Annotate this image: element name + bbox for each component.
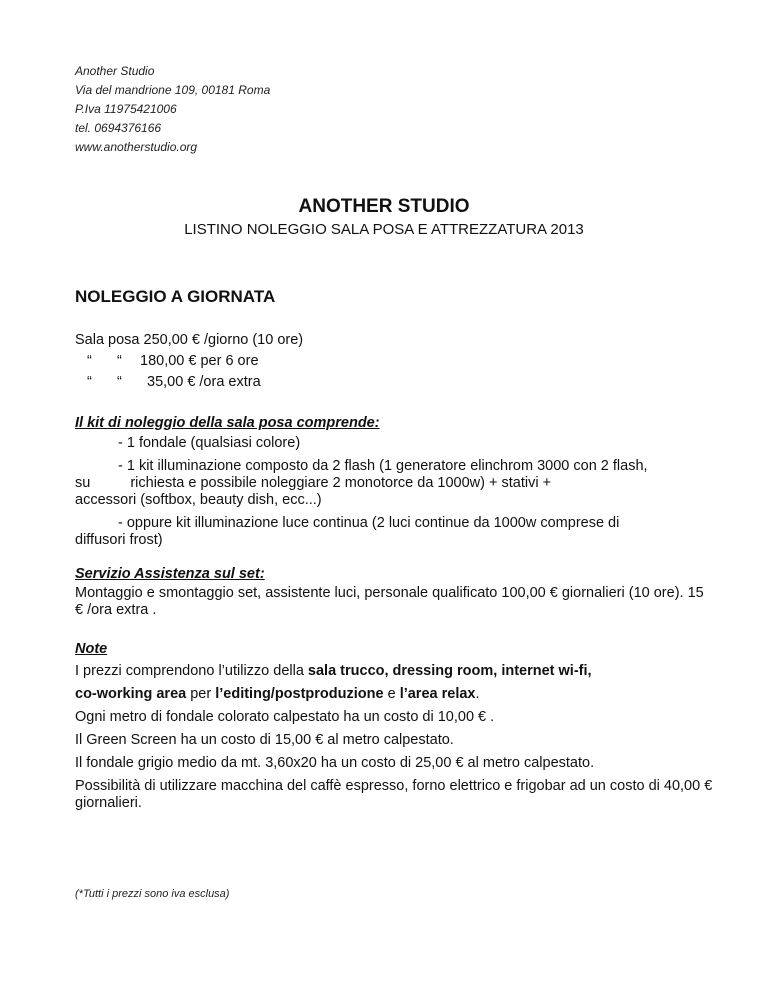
company-header xyxy=(75,62,270,157)
kit-list xyxy=(75,435,715,555)
note-text: I prezzi comprendono l’utilizzo della xyxy=(75,663,308,679)
assistance-text: Montaggio e smontaggio set, assistente luci, personale qualificato 100,00 € giornalieri (10 ore). 15 € /ora extra . xyxy=(75,585,704,618)
note-text: . xyxy=(475,686,480,702)
note-bold-text: co-working area xyxy=(75,686,187,702)
note-line: Il fondale grigio medio da mt. 3,60x20 ha un costo di 25,00 € al metro calpestato. xyxy=(75,755,595,771)
rate-six-hours: 180,00 € per 6 ore xyxy=(140,353,259,369)
kit-item xyxy=(75,515,715,549)
daily-rental-heading: NOLEGGIO A GIORNATA xyxy=(75,287,276,306)
note-bold-text: l’area relax xyxy=(399,686,476,702)
kit-item-text: - 1 kit illuminazione composto da 2 flash (1 generatore elinchrom 3000 con 2 flash, xyxy=(118,458,648,474)
rate-extra-hour: 35,00 € /ora extra xyxy=(147,374,261,390)
company-name: Another Studio xyxy=(75,64,155,78)
note-text: e xyxy=(383,686,400,702)
note-line: Possibilità di utilizzare macchina del caffè espresso, forno elettrico e frigobar ad un costo di 40,00 € giornalieri. xyxy=(75,778,713,811)
note-line: Ogni metro di fondale colorato calpestato ha un costo di 10,00 € . xyxy=(75,709,495,725)
kit-item xyxy=(75,458,715,509)
assistance-heading: Servizio Assistenza sul set: xyxy=(75,566,265,582)
kit-item-continuation: richiesta e possibile noleggiare 2 monotorce da 1000w) + stativi + xyxy=(130,475,552,491)
kit-heading: Il kit di noleggio della sala posa comprende: xyxy=(75,415,380,431)
company-phone: tel. 0694376166 xyxy=(75,121,162,135)
kit-item-text: accessori (softbox, beauty dish, ecc...) xyxy=(75,492,322,508)
kit-item-text xyxy=(75,475,715,492)
daily-rental-rates xyxy=(75,330,303,393)
note-line: Il Green Screen ha un costo di 15,00 € al metro calpestato. xyxy=(75,732,454,748)
kit-item-text: - 1 fondale (qualsiasi colore) xyxy=(118,435,301,451)
rate-full-day: Sala posa 250,00 € /giorno (10 ore) xyxy=(75,332,304,348)
notes-heading: Note xyxy=(75,641,108,657)
kit-item-text: - oppure kit illuminazione luce continua (2 luci continue da 1000w comprese di xyxy=(118,515,620,531)
ditto-mark: “ xyxy=(87,353,92,369)
kit-item-text: diffusori frost) xyxy=(75,532,163,548)
rate-row xyxy=(75,372,303,393)
note-bold-text: sala trucco, dressing room, internet wi-fi, xyxy=(307,663,592,679)
note-bold-text: l’editing/postproduzione xyxy=(215,686,384,702)
ditto-mark: “ xyxy=(87,374,92,390)
document-subtitle: LISTINO NOLEGGIO SALA POSA E ATTREZZATURA 2013 xyxy=(184,221,584,238)
rate-row xyxy=(75,351,303,372)
document-title: ANOTHER STUDIO xyxy=(298,196,470,217)
company-vat: P.Iva 11975421006 xyxy=(75,102,177,116)
note-line xyxy=(75,660,715,683)
kit-item xyxy=(75,435,715,452)
ditto-mark: “ xyxy=(117,374,122,390)
company-address: Via del mandrione 109, 00181 Roma xyxy=(75,83,271,97)
ditto-mark: “ xyxy=(117,353,122,369)
kit-item-su: su xyxy=(75,475,91,491)
rate-row xyxy=(75,330,303,351)
company-website: www.anotherstudio.org xyxy=(75,140,198,154)
vat-footnote: (*Tutti i prezzi sono iva esclusa) xyxy=(75,888,230,900)
note-line xyxy=(75,683,715,706)
notes-block xyxy=(75,660,715,812)
note-text: per xyxy=(186,686,216,702)
